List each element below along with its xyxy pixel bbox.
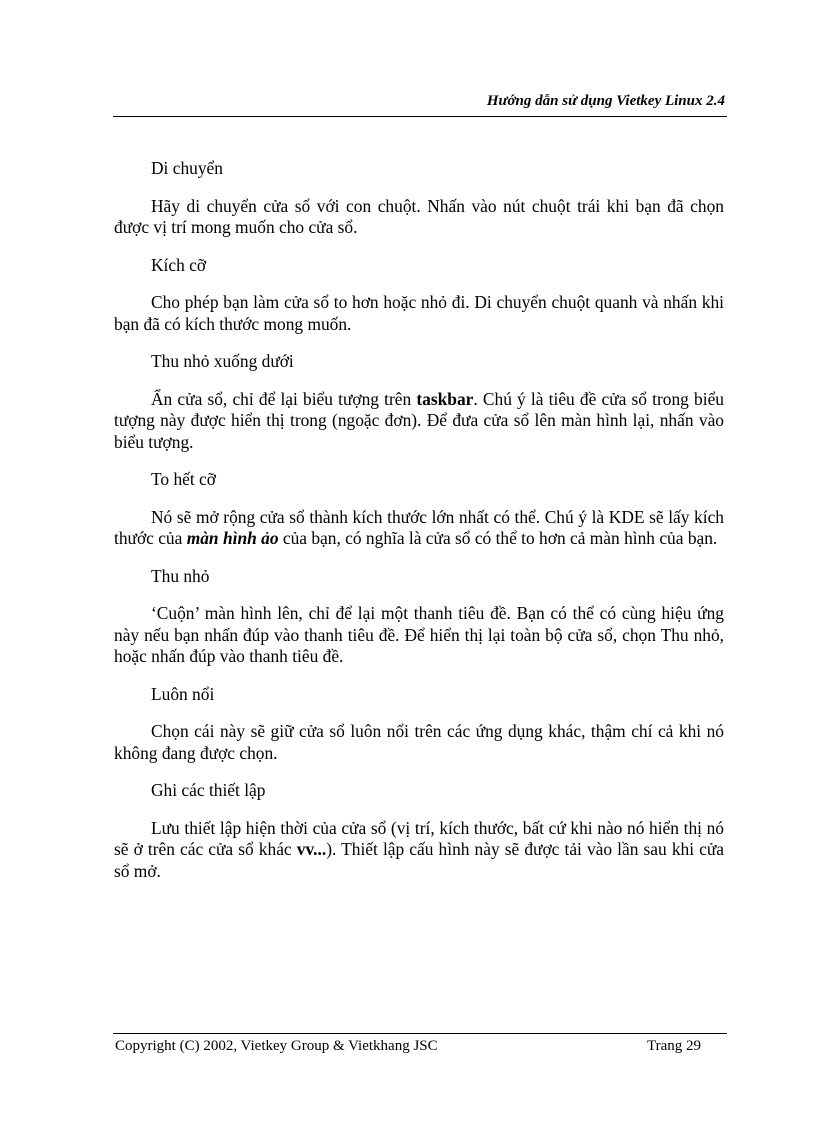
section-body-thu-nho — [114, 603, 724, 668]
text-run: Hãy di chuyển cửa sổ với con chuột. Nhấn vào nút chuột trái khi bạn đã chọn được vị trí mong muốn cho cửa sổ. — [114, 195, 724, 237]
text-run: Lưu thiết lập hiện thời của cửa sổ (vị trí, kích thước, bất cứ khi nào nó hiển thị nó sẽ ở trên các cửa sổ khác — [114, 817, 724, 859]
text-run: Ẩn cửa sổ, chỉ để lại biểu tượng trên — [151, 388, 417, 409]
page-number: Trang 29 — [646, 1038, 701, 1054]
bold-term-taskbar: taskbar — [416, 388, 474, 409]
page-footer — [113, 1033, 727, 1054]
section-heading-ghi-cac-thiet-lap: Ghi các thiết lập — [151, 780, 266, 800]
section-body-ghi-cac-thiet-lap — [114, 818, 724, 883]
section-heading-kich-co: Kích cỡ — [151, 254, 207, 275]
section-body-to-het-co — [114, 507, 724, 550]
section-heading-to-het-co: To hết cỡ — [151, 469, 216, 489]
text-run: . Chú ý là tiêu đề cửa sổ trong biểu tượng này được hiển thị trong (ngoặc đơn). Để đưa cửa sổ lên màn hình lại, nhấn vào biểu tượng. — [114, 388, 724, 452]
section-body-thu-nho-xuong-duoi — [114, 389, 724, 454]
section-heading-thu-nho-xuong-duoi: Thu nhỏ xuống dưới — [151, 351, 294, 371]
text-run: ‘Cuộn’ màn hình lên, chỉ để lại một thanh tiêu đề. Bạn có thể có cùng hiệu ứng này nếu bạn nhấn đúp vào thanh tiêu đề. Để hiển thị lại toàn bộ cửa sổ, chọn Thu nhỏ, hoặc nhấn đúp vào thanh tiêu đề. — [114, 603, 724, 666]
text-run: ). Thiết lập cấu hình này sẽ được tải vào lần sau khi cửa sổ mở. — [114, 839, 725, 881]
footer-copyright: Copyright (C) 2002, Vietkey Group & Vietkhang JSC — [115, 1038, 438, 1054]
page-header — [113, 92, 727, 117]
section-heading-luon-noi: Luôn nổi — [151, 683, 215, 704]
text-run: của bạn, có nghĩa là cửa sổ có thể to hơn cả màn hình của bạn. — [278, 528, 718, 548]
bold-term-vv: vv... — [296, 839, 327, 859]
bold-italic-term-man-hinh-ao: màn hình ảo — [186, 528, 279, 548]
section-heading-di-chuyen: Di chuyển — [151, 158, 223, 178]
section-body-luon-noi — [114, 721, 724, 764]
section-body-kich-co — [114, 292, 724, 335]
header-title: Hướng dẫn sử dụng Vietkey Linux 2.4 — [486, 93, 725, 109]
page-content — [114, 158, 724, 898]
text-run: Cho phép bạn làm cửa sổ to hơn hoặc nhỏ đi. Di chuyển chuột quanh và nhấn khi bạn đã có kích thước mong muốn. — [114, 292, 724, 334]
text-run: Chọn cái này sẽ giữ cửa sổ luôn nổi trên các ứng dụng khác, thậm chí cả khi nó không đang được chọn. — [114, 721, 724, 763]
text-run: Nó sẽ mở rộng cửa sổ thành kích thước lớn nhất có thể. Chú ý là KDE sẽ lấy kích thước của — [114, 506, 724, 548]
section-body-di-chuyen — [114, 196, 724, 239]
section-heading-thu-nho: Thu nhỏ — [151, 565, 210, 586]
